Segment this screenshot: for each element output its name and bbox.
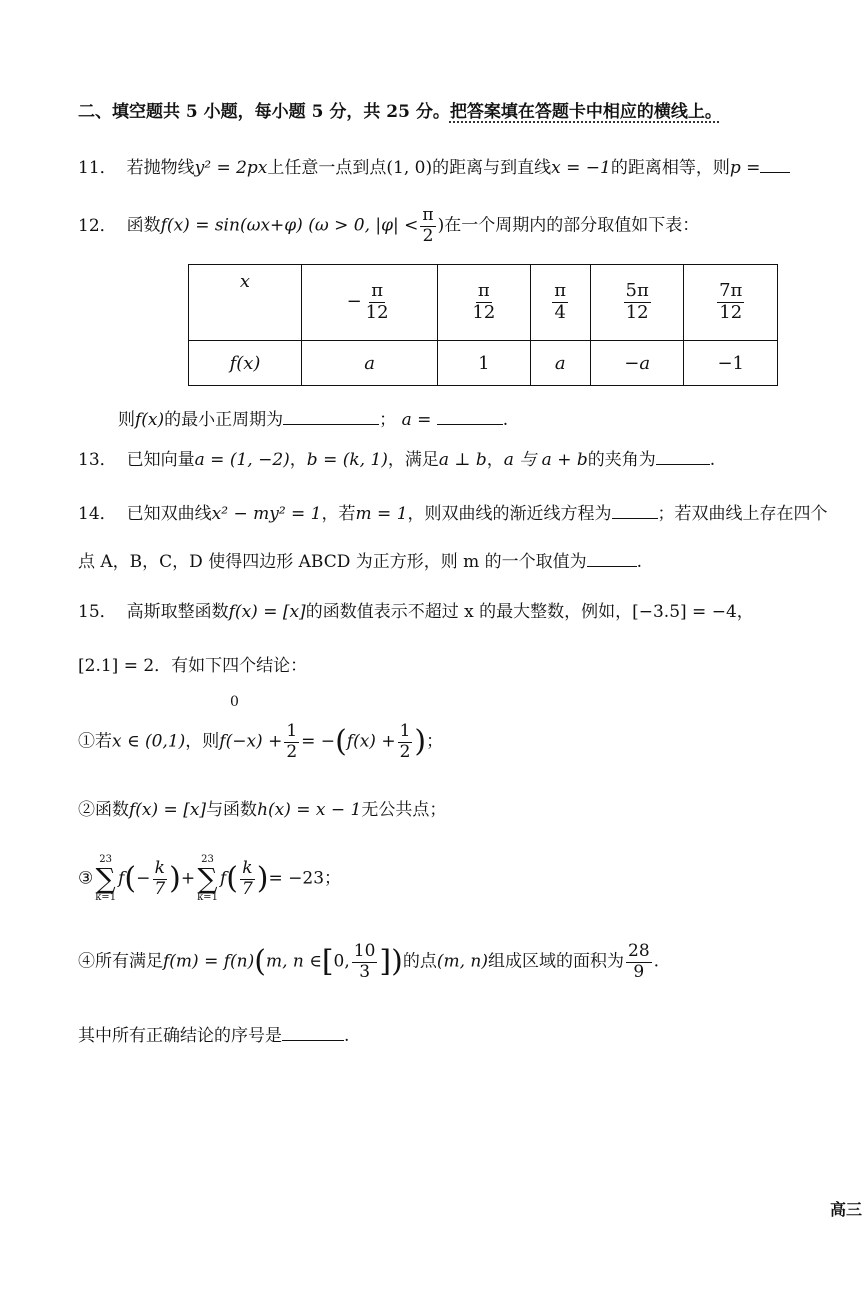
vector: a = (1, −2) <box>194 450 290 470</box>
paren: ) <box>391 944 403 980</box>
fraction <box>626 942 652 982</box>
fraction <box>352 942 378 982</box>
denominator: 4 <box>554 302 566 323</box>
paren: ) <box>414 724 427 760</box>
table-cell: a <box>302 341 438 386</box>
numerator: 5π <box>625 280 649 302</box>
answer-blank[interactable] <box>283 410 379 425</box>
variable: p = <box>729 158 761 178</box>
interval: 0, <box>333 951 350 972</box>
function: f <box>219 868 227 889</box>
question-text: ；若双曲线上存在四个 <box>657 504 828 524</box>
condition: x ∈ (0,1) <box>112 731 186 752</box>
condition: m, n ∈ <box>265 951 322 972</box>
function: f(x) = [x] <box>129 800 207 820</box>
header-x: x <box>189 265 302 341</box>
question-text: 的函数值表示不超过 x 的最大整数，例如， <box>305 602 633 622</box>
section-title: 二、填空题共 5 小题，每小题 5 分，共 25 分。 <box>78 102 450 122</box>
question-13: 13． 已知向量a = (1, −2)，b = (k, 1)，满足a ⊥ b，a 与 a + b的夹角为 . <box>78 450 716 470</box>
page-footer: 高三 <box>830 1200 863 1219</box>
operator: + <box>180 868 196 889</box>
table-cell: −1 <box>684 341 778 386</box>
equation: y² = 2px <box>194 158 268 178</box>
section-header <box>78 102 722 122</box>
paren: ) <box>169 861 181 896</box>
punctuation: ； <box>379 410 397 430</box>
question-text: ，满足 <box>387 450 439 470</box>
stray-mark: 0 <box>230 694 239 710</box>
table-cell <box>530 265 590 341</box>
fraction <box>398 722 413 762</box>
question-number: 11． <box>78 158 117 178</box>
numerator: π <box>477 280 490 302</box>
denominator: 12 <box>472 302 496 323</box>
denominator: 12 <box>719 302 743 323</box>
equation: x² − my² = 1 <box>211 504 322 524</box>
condition: (ω > 0, |φ| < <box>308 215 419 236</box>
numerator: 1 <box>399 721 411 741</box>
conclusion-label: ②函数 <box>78 800 129 820</box>
operator: = − <box>301 731 336 752</box>
conclusion-1 <box>78 722 443 762</box>
question-text: 上任意一点到点 <box>267 158 387 178</box>
equation: f(m) = f(n) <box>163 951 255 972</box>
denominator: 2 <box>422 225 434 246</box>
table-cell <box>684 265 778 341</box>
question-text: 高斯取整函数 <box>126 602 229 622</box>
table-cell: a <box>530 341 590 386</box>
denominator: 9 <box>633 961 645 982</box>
numerator: 10 <box>353 941 376 961</box>
question-text: 的最小正周期为 <box>164 410 284 430</box>
question-text: 组成区域的面积为 <box>488 951 625 972</box>
answer-blank[interactable] <box>587 552 637 567</box>
question-text: 已知双曲线 <box>126 504 212 524</box>
function: h(x) = x − 1 <box>257 800 362 820</box>
vector: a 与 a + b <box>503 450 588 470</box>
fraction <box>284 722 299 762</box>
sign: − <box>346 291 362 313</box>
table-cell: −a <box>590 341 684 386</box>
header-f: f(x) <box>189 341 302 386</box>
conclusion-2 <box>78 800 446 820</box>
bracket: [ <box>321 944 334 980</box>
question-14 <box>78 504 828 524</box>
answer-blank[interactable] <box>656 450 710 465</box>
sum-upper: 23 <box>201 854 214 865</box>
question-text: 若抛物线 <box>126 158 195 178</box>
punctuation: ， <box>486 450 504 470</box>
bracket: ] <box>379 944 392 980</box>
punctuation: . <box>653 951 660 972</box>
denominator: 3 <box>359 961 371 982</box>
question-text: 点 A，B，C，D 使得四边形 ABCD 为正方形，则 m 的一个取值为 <box>78 552 587 572</box>
question-15-final: 其中所有正确结论的序号是 . <box>78 1026 350 1046</box>
conclusion-label: ③ <box>78 868 94 889</box>
equation: x = −1 <box>551 158 611 178</box>
numerator: 1 <box>286 721 298 741</box>
question-number: 15． <box>78 602 117 622</box>
paren: ( <box>226 861 238 896</box>
question-text: 的距离相等，则 <box>610 158 730 178</box>
question-text: 与函数 <box>206 800 258 820</box>
question-number: 13． <box>78 450 117 470</box>
table-cell: 1 <box>438 341 530 386</box>
question-text: ，则双曲线的渐近线方程为 <box>407 504 612 524</box>
sum-lower: k=1 <box>197 892 218 903</box>
point: (1, 0) <box>386 158 433 178</box>
question-12 <box>78 206 699 246</box>
table-row <box>189 265 778 341</box>
value-table <box>188 264 778 386</box>
sigma-sum <box>197 855 218 903</box>
function: f(x) = sin(ωx+φ) <box>160 215 303 236</box>
fraction <box>552 281 568 323</box>
question-text: 函数 <box>126 215 161 236</box>
question-number: 14． <box>78 504 117 524</box>
answer-blank[interactable] <box>437 410 503 425</box>
expression: = −23； <box>268 868 342 889</box>
answer-blank[interactable] <box>282 1026 344 1041</box>
expression: f(−x) + <box>219 731 283 752</box>
question-15 <box>78 602 754 622</box>
question-number: 12． <box>78 215 117 236</box>
table-cell <box>438 265 530 341</box>
conclusion-4 <box>78 942 659 982</box>
question-text: 的距离与到直线 <box>432 158 552 178</box>
question-text: ，则 <box>185 731 220 752</box>
paren: ( <box>254 944 266 980</box>
answer-blank[interactable] <box>612 504 658 519</box>
paren: ) <box>437 215 445 236</box>
question-text: 无公共点； <box>361 800 447 820</box>
fraction <box>717 281 744 323</box>
punctuation: ； <box>426 731 444 752</box>
example: [−3.5] = −4， <box>632 602 754 622</box>
question-11 <box>78 158 790 178</box>
denominator: 2 <box>399 741 411 762</box>
function: f(x) = [x] <box>228 602 306 622</box>
variable: a = <box>401 410 432 430</box>
denominator: 12 <box>625 302 649 323</box>
point: (m, n) <box>436 951 489 972</box>
sum-upper: 23 <box>99 854 113 865</box>
denominator: 12 <box>365 302 389 323</box>
vector: b = (k, 1) <box>306 450 388 470</box>
expression: f(x) + <box>346 731 396 752</box>
operator: − <box>136 868 151 889</box>
table-cell <box>302 265 438 341</box>
denominator: 7 <box>241 878 253 899</box>
numerator: π <box>422 205 434 225</box>
function: f <box>118 868 125 889</box>
question-12-followup: 则f(x)的最小正周期为 ； a = . <box>118 410 509 430</box>
paren: ) <box>256 861 269 896</box>
question-text: 的夹角为 <box>587 450 656 470</box>
conclusion-3 <box>78 855 341 903</box>
sigma-sum <box>95 855 116 903</box>
sigma-icon: ∑ <box>95 862 116 895</box>
paren: ( <box>124 861 137 896</box>
question-text: 在一个周期内的部分取值如下表： <box>444 215 700 236</box>
table-cell <box>590 265 684 341</box>
question-14-line2: 点 A，B，C，D 使得四边形 ABCD 为正方形，则 m 的一个取值为 . <box>78 552 643 572</box>
denominator: 7 <box>154 878 166 899</box>
question-15-line2 <box>78 656 307 676</box>
fraction <box>152 859 167 899</box>
table-row <box>189 341 778 386</box>
question-text: ，若 <box>321 504 356 524</box>
section-instruction: 把答案填在答题卡中相应的横线上。 <box>449 102 722 122</box>
question-text: 已知向量 <box>126 450 195 470</box>
question-text: 则 <box>118 410 135 430</box>
fraction <box>364 281 391 323</box>
fraction <box>470 281 497 323</box>
conclusion-label: ①若 <box>78 731 112 752</box>
numerator: π <box>371 280 384 302</box>
denominator: 2 <box>286 741 298 762</box>
example: [2.1] = 2． <box>78 656 172 676</box>
question-text: 其中所有正确结论的序号是 <box>78 1026 282 1046</box>
numerator: π <box>554 280 567 302</box>
condition: a ⊥ b <box>438 450 487 470</box>
numerator: 7π <box>719 280 743 302</box>
conclusion-label: ④所有满足 <box>78 951 163 972</box>
fraction <box>624 281 651 323</box>
condition: m = 1 <box>355 504 408 524</box>
question-text: 有如下四个结论： <box>171 656 308 676</box>
sigma-icon: ∑ <box>197 862 218 895</box>
answer-blank[interactable] <box>760 158 790 173</box>
function: f(x) <box>135 410 165 430</box>
question-text: 的点 <box>402 951 437 972</box>
sum-lower: k=1 <box>95 892 117 903</box>
numerator: k <box>154 857 165 878</box>
numerator: 28 <box>628 941 650 961</box>
paren: ( <box>335 724 347 760</box>
fraction <box>420 206 435 246</box>
numerator: k <box>242 857 253 878</box>
fraction <box>240 859 255 899</box>
